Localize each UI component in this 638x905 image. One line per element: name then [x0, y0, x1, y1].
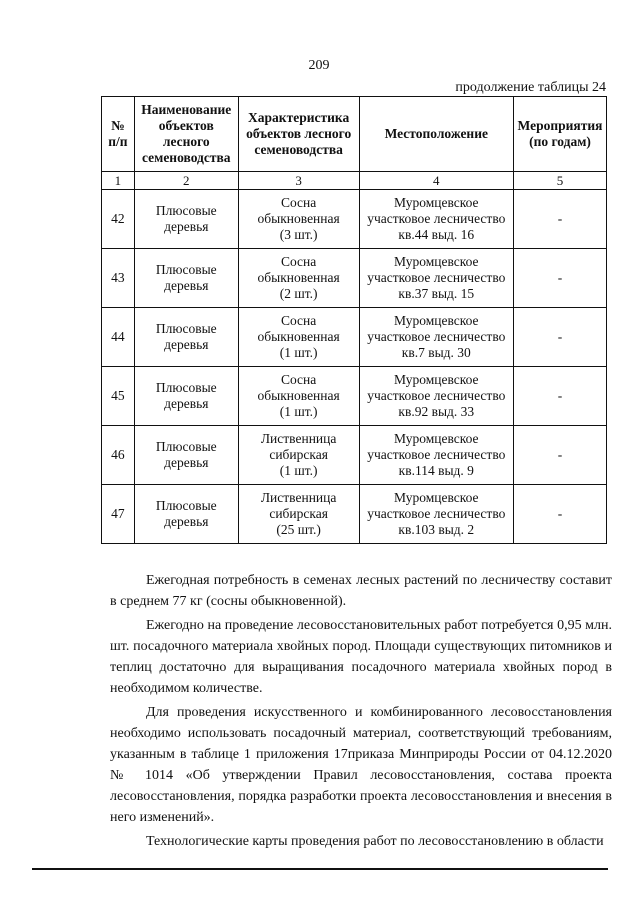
characteristic-line: Сосна	[280, 312, 317, 328]
location-line: участковое лесничество	[367, 210, 506, 226]
location-line: участковое лесничество	[367, 505, 506, 521]
cell-events: -	[514, 190, 607, 249]
characteristic-line: (2 шт.)	[279, 286, 318, 302]
cell-location	[359, 367, 513, 426]
column-number: 3	[238, 172, 359, 190]
characteristic-line: сибирская	[269, 505, 328, 521]
characteristic-line: обыкновенная	[257, 328, 340, 344]
table-row	[102, 485, 607, 544]
characteristic-line: (3 шт.)	[279, 227, 318, 243]
characteristic-line: обыкновенная	[257, 269, 340, 285]
cell-object-name: Плюсовые деревья	[134, 485, 238, 544]
header-number: № п/п	[102, 97, 135, 172]
cell-events: -	[514, 426, 607, 485]
location-line: кв.92 выд. 33	[398, 404, 475, 420]
cell-characteristic	[238, 190, 359, 249]
header-object-name: Наименование объектов лесного семеноводства	[134, 97, 238, 172]
characteristic-line: Лиственница	[260, 489, 337, 505]
cell-object-name: Плюсовые деревья	[134, 426, 238, 485]
paragraph-planting-material: Ежегодно на проведение лесовосстановительных работ потребуется 0,95 млн. шт. посадочного материала хвойных пород. Площади существующих питомников и теплиц достаточно для выращивания посадочного материала хвойных пород в необходимом количестве.	[110, 618, 612, 696]
cell-object-name: Плюсовые деревья	[134, 249, 238, 308]
cell-number: 44	[102, 308, 135, 367]
header-location: Местоположение	[359, 97, 513, 172]
header-characteristic: Характеристика объектов лесного семеноводства	[238, 97, 359, 172]
column-number: 4	[359, 172, 513, 190]
location-line: кв.44 выд. 16	[398, 227, 475, 243]
cell-events: -	[514, 485, 607, 544]
location-line: Муромцевское	[394, 489, 479, 505]
paragraph-requirements: Для проведения искусственного и комбинированного лесовосстановления необходимо использовать посадочный материал, соответствующий требованиям, указанным в таблице 1 приложения 17приказа Минприроды России от 04.12.2020 № 1014 «Об утверждении Правил лесовосстановления, состава проекта лесовосстановления, порядка разработки проекта лесовосстановления и внесения в него изменений».	[110, 705, 612, 825]
cell-location	[359, 249, 513, 308]
location-line: участковое лесничество	[367, 328, 506, 344]
characteristic-line: сибирская	[269, 446, 328, 462]
table-header-row	[102, 97, 607, 172]
characteristic-line: (1 шт.)	[279, 404, 318, 420]
paragraph-seed-demand: Ежегодная потребность в семенах лесных растений по лесничеству составит в среднем 77 кг (сосны обыкновенной).	[110, 573, 612, 609]
location-line: кв.37 выд. 15	[398, 286, 475, 302]
cell-number: 43	[102, 249, 135, 308]
characteristic-line: обыкновенная	[257, 387, 340, 403]
cell-events: -	[514, 367, 607, 426]
characteristic-line: (25 шт.)	[276, 522, 321, 538]
table-row	[102, 308, 607, 367]
location-line: участковое лесничество	[367, 387, 506, 403]
cell-object-name: Плюсовые деревья	[134, 190, 238, 249]
characteristic-line: (1 шт.)	[279, 345, 318, 361]
cell-characteristic	[238, 426, 359, 485]
location-line: Муромцевское	[394, 253, 479, 269]
cell-characteristic	[238, 367, 359, 426]
table-row	[102, 367, 607, 426]
body-text	[110, 570, 612, 855]
forest-seed-objects-table	[101, 96, 607, 544]
cell-number: 46	[102, 426, 135, 485]
location-line: кв.103 выд. 2	[398, 522, 475, 538]
column-number: 1	[102, 172, 135, 190]
location-line: Муромцевское	[394, 312, 479, 328]
characteristic-line: обыкновенная	[257, 210, 340, 226]
characteristic-line: Лиственница	[260, 430, 337, 446]
cell-events: -	[514, 249, 607, 308]
cell-location	[359, 308, 513, 367]
page-number: 209	[308, 58, 330, 73]
cell-characteristic	[238, 485, 359, 544]
cell-events: -	[514, 308, 607, 367]
header-events: Мероприятия (по годам)	[514, 97, 607, 172]
characteristic-line: (1 шт.)	[279, 463, 318, 479]
cell-number: 47	[102, 485, 135, 544]
table-continuation-label: продолжение таблицы 24	[455, 80, 606, 95]
table-row	[102, 426, 607, 485]
cell-characteristic	[238, 308, 359, 367]
location-line: кв.7 выд. 30	[401, 345, 471, 361]
table-row	[102, 249, 607, 308]
cell-object-name: Плюсовые деревья	[134, 308, 238, 367]
location-line: участковое лесничество	[367, 446, 506, 462]
cell-location	[359, 190, 513, 249]
location-line: Муромцевское	[394, 194, 479, 210]
cell-number: 42	[102, 190, 135, 249]
characteristic-line: Сосна	[280, 194, 317, 210]
paragraph-tech-maps: Технологические карты проведения работ по лесовосстановлению в области	[146, 834, 604, 849]
location-line: Муромцевское	[394, 371, 479, 387]
characteristic-line: Сосна	[280, 371, 317, 387]
cell-location	[359, 426, 513, 485]
location-line: участковое лесничество	[367, 269, 506, 285]
footer-divider	[32, 868, 608, 870]
location-line: кв.114 выд. 9	[398, 463, 474, 479]
cell-number: 45	[102, 367, 135, 426]
column-number-row	[102, 172, 607, 190]
column-number: 2	[134, 172, 238, 190]
table-row	[102, 190, 607, 249]
cell-characteristic	[238, 249, 359, 308]
cell-object-name: Плюсовые деревья	[134, 367, 238, 426]
location-line: Муромцевское	[394, 430, 479, 446]
cell-location	[359, 485, 513, 544]
column-number: 5	[514, 172, 607, 190]
characteristic-line: Сосна	[280, 253, 317, 269]
